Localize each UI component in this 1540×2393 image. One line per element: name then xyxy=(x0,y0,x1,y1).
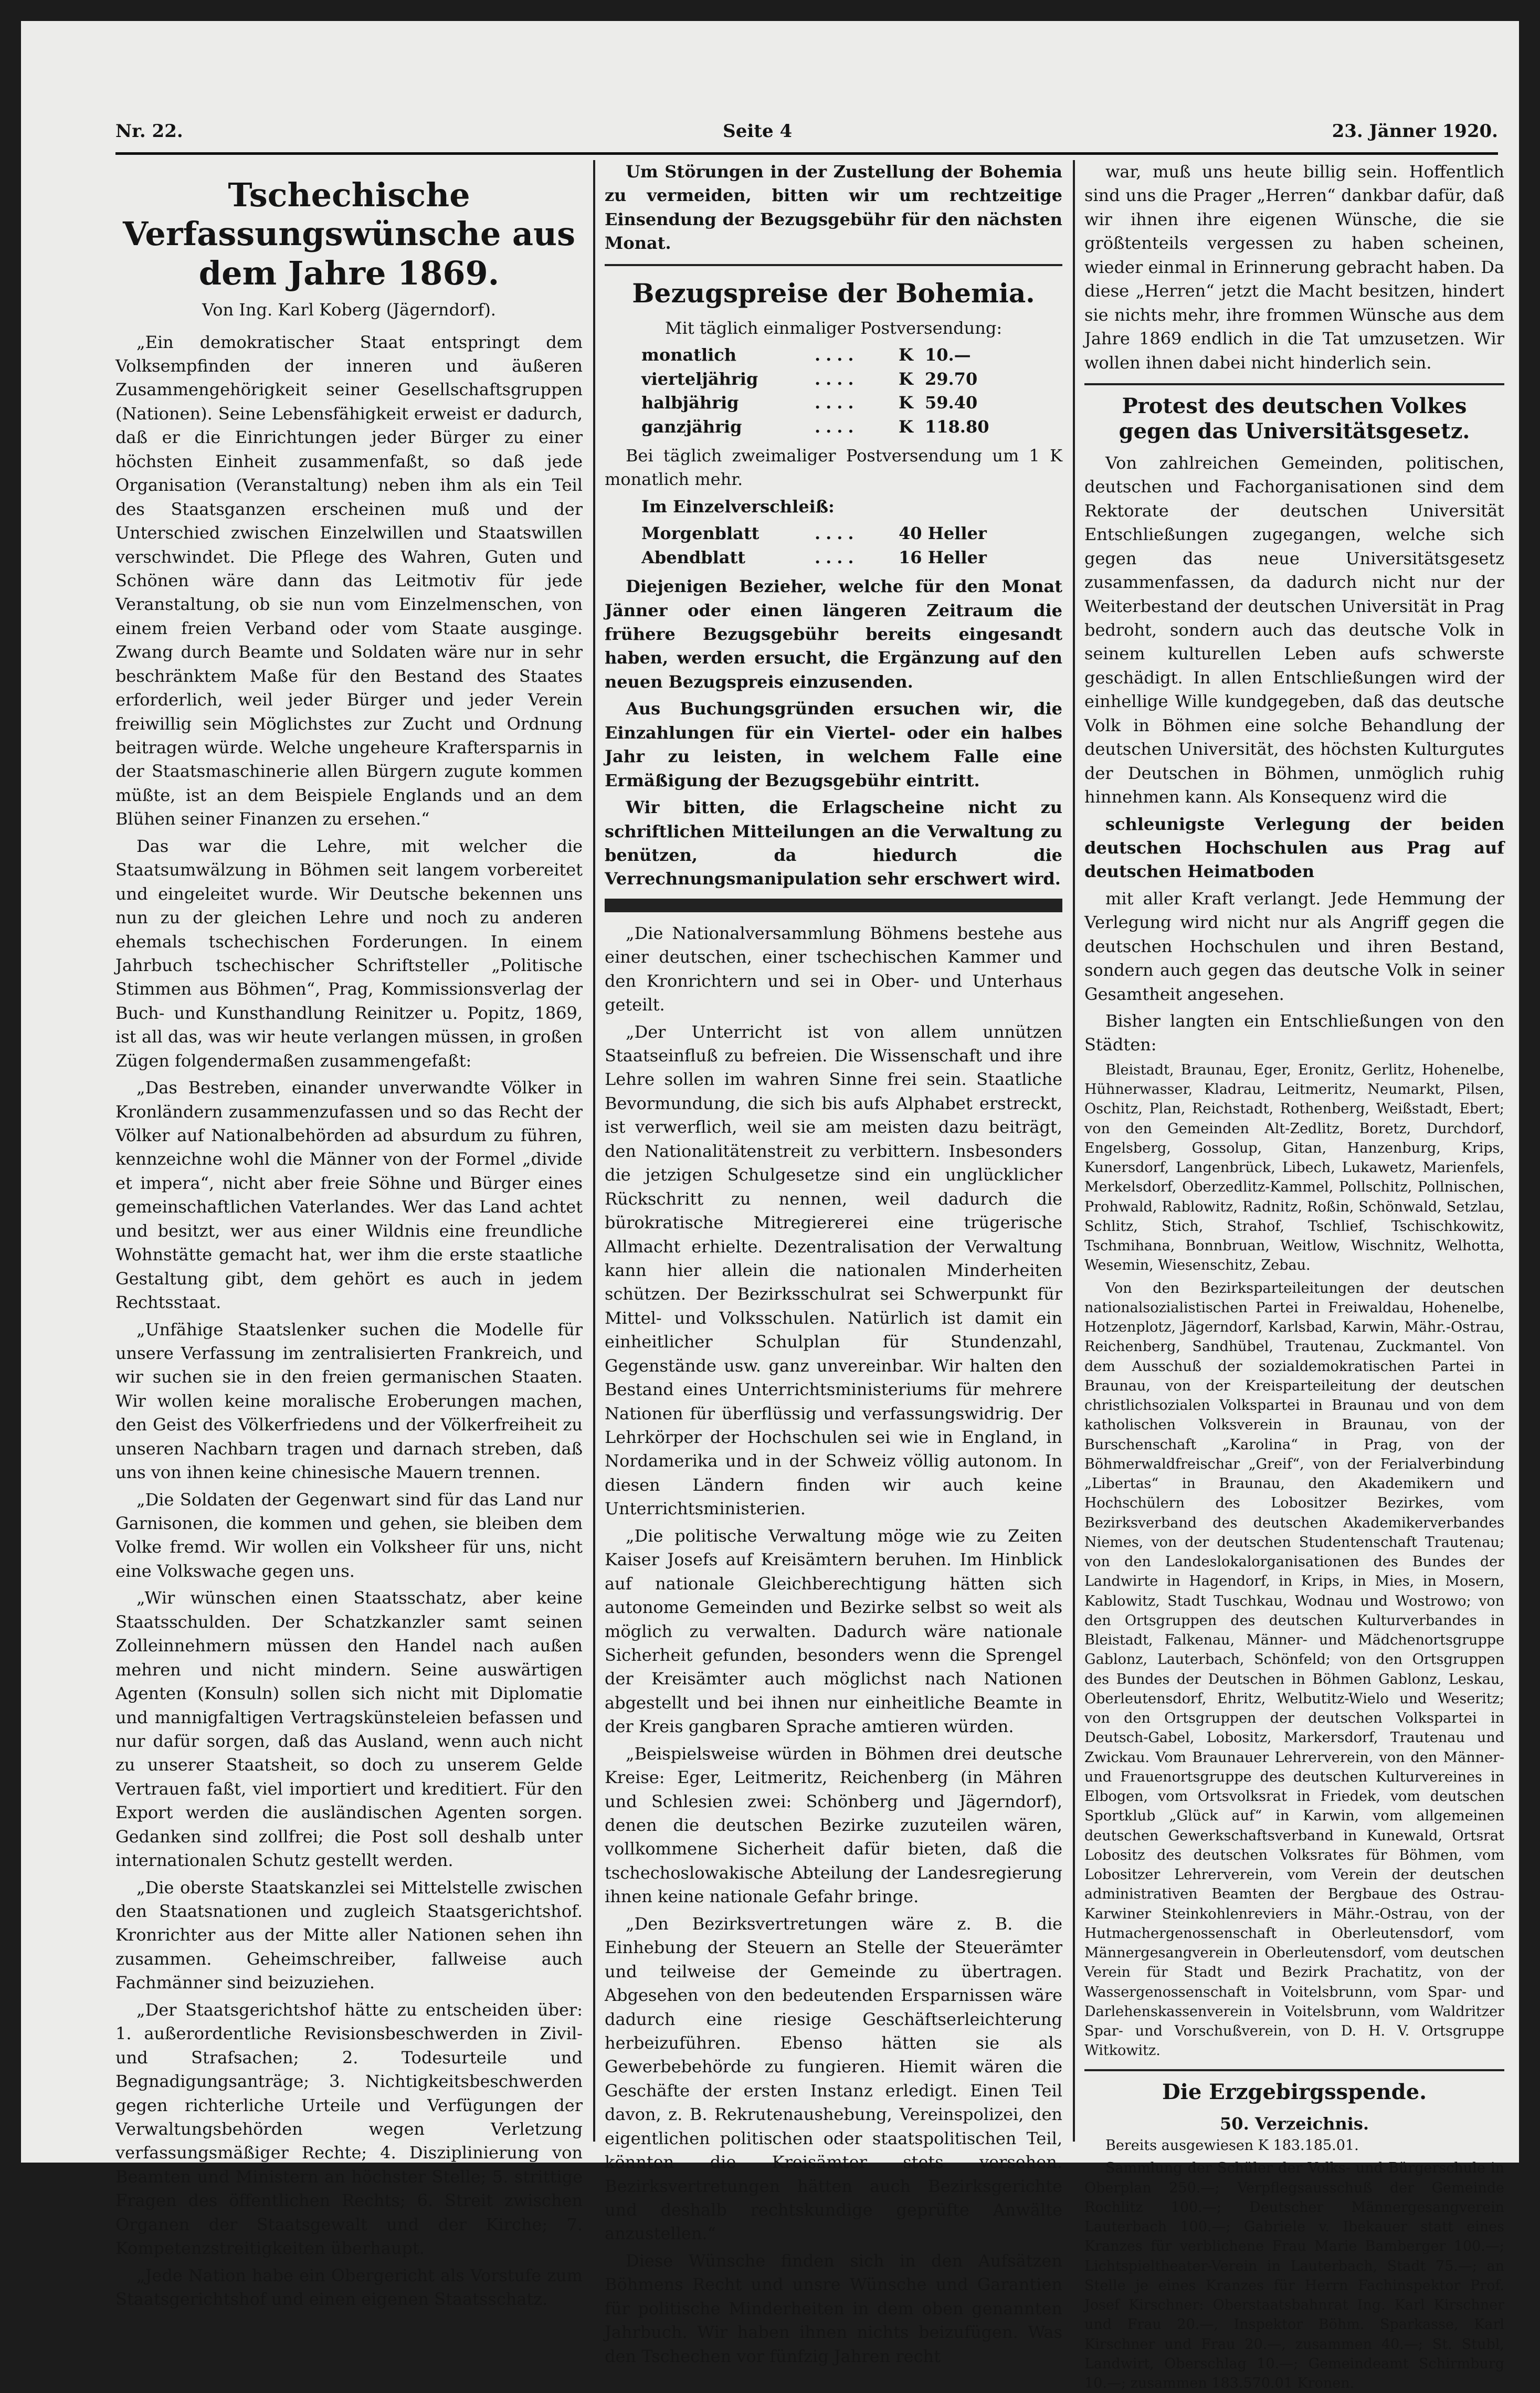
paragraph: „Den Bezirksvertretungen wäre z. B. die Einhebung der Steuern an Stelle der Steuerämter und teilweise der Gemeinde zu übertragen. Abgesehen von den bedeutenden Ersparnissen wäre dadurch eine riesige Geschäftserleichterung herbeizuführen. Ebenso hätten sie als Gewerbebehörde zu fungieren. Hiemit wären die Geschäfte der ersten Instanz erledigt. Einen Teil davon, z. B. Rekrutenaushebung, Vereinspolizei, den eigentlichen politischen oder staatspolitischen Teil, könnten die Kreisämter stets versehen. Bezirksvertretungen hätten auch Bezirksgerichte und deshalb rechtskundige geprüfte Anwälte anzustellen.“ xyxy=(605,1913,1062,2244)
paragraph: Bereits ausgewiesen K 183.185.01. xyxy=(1105,2137,1359,2154)
article-title: Tschechische Verfassungswünsche aus dem Jahre 1869. xyxy=(122,176,576,292)
section-rule xyxy=(1084,383,1504,385)
single-sale-value: 16 Heller xyxy=(899,547,987,567)
price-label: monatlich xyxy=(641,345,737,365)
paragraph: „Die politische Verwaltung möge wie zu Zeiten Kaiser Josefs auf Kreisämtern beruhen. Im Hinblick auf nationale Gleichberechtigung hätten sich autonome Gemeinden und Bezirke selbst so weit als möglich zu verwalten. Dadurch wäre nationale Sicherheit gefunden, besonders wenn die Sprengel der Kreisämter auch möglichst nach Nationen abgestellt und bei ihnen nur einheitliche Beamte in der Kreis gangbaren Sprache amtieren würden. xyxy=(605,1525,1062,1737)
subscriber-note: Wir bitten, die Erlagscheine nicht zu schriftlichen Mitteilungen an die Verwaltung zu benützen, da hiedurch die Verrechnungsmanipulation sehr erschwert wird. xyxy=(605,797,1062,889)
price-intro: Mit täglich einmaliger Postversendung: xyxy=(664,318,1003,338)
paragraph: Von zahlreichen Gemeinden, politischen, deutschen und Fachorganisationen sind dem Rektorate der deutschen Universität Entschließungen zugegangen, welche sich gegen das neue Universitätsgesetz zusammenfassen, da dadurch nicht nur der Weiterbestand der deutschen Universität in Prag bedroht, sondern auch das deutsche Volk in seinem kulturellen Leben aufs schwerste geschädigt. In allen Entschließungen wird der einhellige Wille kundgegeben, daß das deutsche Volk in Böhmen eine solche Behandlung der deutschen Universität, des höchsten Kulturgutes der Deutschen in Böhmen, unmöglich ruhig hinnehmen kann. Als Konsequenz wird die xyxy=(1084,452,1504,807)
subscriber-note: Aus Buchungsgründen ersuchen wir, die Einzahlungen für ein Viertel- oder ein halbes Jahr zu leisten, in welchem Falle eine Ermäßigung der Bezugsgebühr eintritt. xyxy=(605,699,1062,790)
price-label: ganzjährig xyxy=(641,416,742,437)
price-value: 118.80 xyxy=(925,416,989,437)
single-sale-table xyxy=(605,522,1062,570)
delivery-notice: Um Störungen in der Zustellung der Bohemia zu vermeiden, bitten wir um rechtzeitige Einsendung der Bezugsgebühr für den nächsten Monat. xyxy=(605,162,1062,254)
paragraph: „Die Soldaten der Gegenwart sind für das Land nur Garnisonen, die kommen und gehen, sie bleiben dem Volke fremd. Wir wollen ein Volksheer für uns, nicht eine Volkswache gegen uns. xyxy=(115,1489,583,1581)
paragraph: Bisher langten ein Entschließungen von den Städten: xyxy=(1084,1011,1504,1055)
single-sale-dots: .... xyxy=(815,523,859,544)
section-rule xyxy=(605,264,1062,266)
single-sale-row xyxy=(605,546,1062,570)
column-rule xyxy=(1073,160,1075,2142)
paragraph: war, muß uns heute billig sein. Hoffentlich sind uns die Prager „Herren“ dankbar dafür, daß wir ihnen ihre eigenen Wünsche, die sie größtenteils vergessen zu haben scheinen, wieder einmal in Erinnerung gebracht haben. Da diese „Herren“ jetzt die Macht besitzen, hindert sie nichts mehr, ihre frommen Wünsche aus dem Jahre 1869 endlich in die Tat umzusetzen. Wir wollen ihnen dabei nicht hinderlich sein. xyxy=(1084,162,1504,373)
column-1 xyxy=(115,160,583,2310)
column-rule xyxy=(593,160,595,2142)
price-currency: K xyxy=(899,345,913,365)
single-sale-label: Abendblatt xyxy=(641,547,746,567)
single-sale-row xyxy=(605,522,1062,545)
price-dots: .... xyxy=(815,393,859,413)
paragraph: Diese Wünsche finden sich in den Aufsätzen Böhmens Recht und unsre Wünsche und Garantien für politische Minderheiten in dem oben genannten Jahrbuch. Wir haben ihnen nichts beizufügen. Was den Tschechen vor fünfzig Jahren recht xyxy=(605,2250,1062,2366)
price-row xyxy=(605,367,1062,391)
paragraph: „Jede Nation habe ein Obergericht als Vorstufe zum Staatsgerichtshof und einen eigenen Staatsschatz. xyxy=(115,2265,583,2310)
price-table xyxy=(605,343,1062,439)
paragraph: Das war die Lehre, mit welcher die Staatsumwälzung in Böhmen seit langem vorbereitet und eingeleitet wurde. Wir Deutsche bekennen uns nun zu der gleichen Lehre und noch zu anderen ehemals tschechischen Forderungen. In einem Jahrbuch tschechischer Schriftsteller „Politische Stimmen aus Böhmen“, Prag, Kommissionsverlag der Buch- und Kunsthandlung Reinitzer u. Popitz, 1869, ist all das, was wir heute verlangen müssen, in großen Zügen folgendermaßen zusammengefaßt: xyxy=(115,836,583,1071)
paragraph: „Wir wünschen einen Staatsschatz, aber keine Staatsschulden. Der Schatzkanzler samt seinen Zolleinnehmern müssen den Handel nach außen mehren und nicht mindern. Seine auswärtigen Agenten (Konsuln) sollen sich nicht mit Diplomatie und mannigfaltigen Vertragskünsteleien befassen und nur dafür sorgen, daß das Ausland, wenn auch nicht zu unserer Staatsheit, so doch zu unserem Gelde Vertrauen faßt, viel importiert und kreditiert. Für den Export werden die ausländischen Agenten sorgen. Gedanken sind zollfrei; die Post soll deshalb unter internationalen Schutz gestellt werden. xyxy=(115,1588,583,1871)
issue-number: Nr. 22. xyxy=(115,121,183,142)
single-sale-value: 40 Heller xyxy=(899,523,987,544)
price-title: Bezugspreise der Bohemia. xyxy=(632,277,1035,309)
paragraph: „Beispielsweise würden in Böhmen drei deutsche Kreise: Eger, Leitmeritz, Reichenberg (in Mähren und Schlesien zwei: Schönberg und Jägerndorf), denen die deutschen Bezirke zuzuteilen wären, vollkommene Sicherheit dafür bieten, daß die tschechoslowakische Abteilung der Landesregierung ihnen keine nationale Gefahr bringe. xyxy=(605,1743,1062,1907)
section-rule xyxy=(1084,2069,1504,2071)
page-header xyxy=(115,113,1498,150)
paragraph: mit aller Kraft verlangt. Jede Hemmung der Verlegung wird nicht nur als Angriff gegen die deutschen Hochschulen und ihren Bestand, sondern auch gegen das deutsche Volk in seiner Gesamtheit angesehen. xyxy=(1084,888,1504,1004)
single-sale-label: Morgenblatt xyxy=(641,523,760,544)
paragraph: „Unfähige Staatslenker suchen die Modelle für unsere Verfassung im zentralisierten Frankreich, und wir suchen sie in den freien germanischen Staaten. Wir wollen keine moralische Eroberungen machen, den Geist des Völkerfriedens und der Völkerfreiheit zu unseren Nachbarn tragen und darnach streben, daß uns von ihnen keine chinesische Mauern trennen. xyxy=(115,1319,583,1483)
protest-title: Protest des deutschen Volkes gegen das Universitätsgesetz. xyxy=(1119,393,1470,444)
price-value: 29.70 xyxy=(925,368,978,389)
price-twice: Bei täglich zweimaliger Postversendung um 1 K monatlich mehr. xyxy=(605,445,1062,490)
price-row xyxy=(605,343,1062,367)
newspaper-page xyxy=(21,21,1519,2392)
single-sale-dots: .... xyxy=(815,547,859,567)
price-currency: K xyxy=(899,368,913,389)
subscriber-note: Diejenigen Bezieher, welche für den Monat Jänner oder einen längeren Zeitraum die frühere Bezugsgebühr bereits eingesandt haben, werden ersucht, die Ergänzung auf den neuen Bezugspreis einzusenden. xyxy=(605,576,1062,692)
section-bar xyxy=(605,899,1062,912)
single-sale-title: Im Einzelverschleiß: xyxy=(641,496,835,516)
article-byline: Von Ing. Karl Koberg (Jägerndorf). xyxy=(202,300,496,320)
paragraph: Sammlung der Schüler der Volks- und Bürgerschule in Oberplan 250.—; Verpflegsausschuß der Gemeinde Rochlitz 100.—; Deutscher Männergesangverein Lauterbach 100.—; Gabriele v. Ibekauer statt eines Kranzes für verblichene Frau Marie Bamberger 100.—; Lichtspieltheater-Verein in Lauterbach, Stadt 75.—; an Stelle je eines Kranzes für Herrn Fachinspektor Prof. Josef Kirschner: Oberstaatsbahnrat Ing. Karl Kirschner und Frau 20.—, Inspektor Böhm. Sparkasse, Karl Kirschner und Frau 20.—, zusammen 40.—; St. Stubl, Landwirt, Oberschlag 10.—; Gemeindeamt Schirmburg 10.—; zusammen 183.570.01 Kronen. xyxy=(1084,2160,1504,2392)
paragraph: „Die oberste Staatskanzlei sei Mittelstelle zwischen den Staatsnationen und zugleich Staatsgerichtshof. Kronrichter aus der Mitte aller Nationen sehen ihn zusammen. Geheimschreiber, fallweise auch Fachmänner sind beizuziehen. xyxy=(115,1877,583,1993)
paragraph: „Das Bestreben, einander unverwandte Völker in Kronländern zusammenzufassen und so das Recht der Völker auf Nationalbehörden ad absurdum zu führen, kennzeichne wohl die Männer von der Formel „divide et impera“, nicht aber freie Söhne und Bürger eines gemeinschaftlichen Vaterlandes. Wer das Land achtet und besitzt, wer aus einer Wildnis eine freundliche Wohnstätte gemacht hat, wer ihm die erste staatliche Gestaltung gibt, dem gehört es auch in jedem Rechtsstaat. xyxy=(115,1078,583,1313)
price-value: 59.40 xyxy=(925,393,978,413)
price-row xyxy=(605,415,1062,439)
paragraph: „Ein demokratischer Staat entspringt dem Volksempfinden der inneren und äußeren Zusammengehörigkeit seiner Gesellschaftsgruppen (Nationen). Seine Lebensfähigkeit erweist er dadurch, daß er die Einrichtungen jeder Bürger zu einer höchsten Einheit zusammenfaßt, so daß jede Organisation (Veranstaltung) neben ihm als ein Teil des Staatsganzen erscheinen muß und der Unterschied zwischen Einzelwillen und Staatswillen verschwindet. Die Pflege des Wahren, Guten und Schönen wäre dann das Leitmotiv für jede Veranstaltung, ob sie nun vom Einzelmenschen, von einem freien Verband oder vom Staate ausginge. Zwang durch Beamte und Soldaten wäre nur in sehr beschränktem Maße für den Bestand des Staates erforderlich, weil jeder Bürger und jeder Verein freiwillig sein Möglichstes zur Zucht und Ordnung beitragen würde. Welche ungeheure Kraftersparnis in der Staatsmaschinerie allen Bürgern zugute kommen müßte, ist an dem Beispiele Englands und an dem Blühen seiner Finanzen zu ersehen.“ xyxy=(115,332,583,829)
price-dots: .... xyxy=(815,416,859,437)
issue-date: 23. Jänner 1920. xyxy=(1332,121,1498,142)
spende-subtitle: 50. Verzeichnis. xyxy=(1220,2113,1369,2134)
paragraph: „Die Nationalversammlung Böhmens bestehe aus einer deutschen, einer tschechischen Kammer und den Kronrichtern und sei in Ober- und Unterhaus geteilt. xyxy=(605,923,1062,1015)
price-label: halbjährig xyxy=(641,393,739,413)
price-dots: .... xyxy=(815,345,859,365)
price-currency: K xyxy=(899,416,913,437)
paragraph: „Der Unterricht ist von allem unnützen Staatseinfluß zu befreien. Die Wissenschaft und ihre Lehre sollen im wahren Sinne frei sein. Staatliche Bevormundung, die sich bis aufs Alphabet erstreckt, ist verwerflich, weil sie am meisten dazu beiträgt, den Nationalitätenstreit zu verbittern. Insbesonders die jetzigen Schulgesetze sind ein unglücklicher Rückschritt zu nennen, weil dadurch die bürokratische Mitregiererei eine trügerische Allmacht erhielte. Dezentralisation der Verwaltung kann hier allein die nationalen Minderheiten schützen. Der Bezirksschulrat sei Schwerpunkt für Mittel- und Volksschulen. Natürlich ist damit ein einheitlicher Schulplan für Stundenzahl, Gegenstände usw. ganz unvereinbar. Wir halten den Bestand eines Unterrichtsministeriums für mehrere Nationen für überflüssig und verfassungswidrig. Der Lehrkörper der Hochschulen sei wie in England, in Nordamerika und in der Schweiz völlig autonom. In diesen Ländern finden wir auch keine Unterrichtsministerien. xyxy=(605,1021,1062,1519)
spende-title: Die Erzgebirgsspende. xyxy=(1162,2079,1427,2104)
header-rule xyxy=(115,152,1498,155)
price-row xyxy=(605,391,1062,415)
price-dots: .... xyxy=(815,368,859,389)
column-2 xyxy=(605,160,1062,2366)
price-value: 10.— xyxy=(925,345,971,365)
page-number: Seite 4 xyxy=(723,121,793,142)
price-label: vierteljährig xyxy=(641,368,758,389)
paragraph: Bleistadt, Braunau, Eger, Eronitz, Gerlitz, Hohenelbe, Hühnerwasser, Kladrau, Leitmeritz, Neumarkt, Pilsen, Oschitz, Plan, Reichstadt, Rothenberg, Weißstadt, Ebert; von den Gemeinden Alt-Zedlitz, Boretz, Durchdorf, Engelsberg, Gossolup, Gitan, Hanzenburg, Krips, Kunersdorf, Langenbrück, Libech, Lukawetz, Marienfels, Merkelsdorf, Oberzedlitz-Kammel, Pollschitz, Pollnischen, Prohwald, Rablowitz, Radnitz, Roßin, Schönwald, Setzlau, Schlitz, Stich, Strahof, Tschlief, Tschischkowitz, Tschmihana, Bonnbruan, Weitlow, Wischnitz, Welhotta, Wesemin, Wiesenschitz, Zebau. xyxy=(1084,1061,1504,1274)
paragraph: Von den Bezirksparteileitungen der deutschen nationalsozialistischen Partei in Freiwaldau, Hohenelbe, Hotzenplotz, Jägerndorf, Karlsbad, Karwin, Mähr.-Ostrau, Reichenberg, Sandhübel, Trautenau, Zuckmantel. Von dem Ausschuß der sozialdemokratischen Partei in Braunau, von der Kreisparteileitung der deutschen christlichsozialen Volkspartei in Braunau und von dem katholischen Volksverein in Braunau, von der Burschenschaft „Karolina“ in Prag, von der Böhmerwaldfreischar „Greif“, von der Ferialverbindung „Libertas“ in Braunau, den Akademikern und Hochschülern des Lobositzer Bezirkes, vom Bezirksverband des deutschen Akademikerverbandes Niemes, von der deutschen Studentenschaft Trautenau; von den Landeslokalorganisationen des Bundes der Landwirte in Hagendorf, in Krips, in Mies, in Mosern, Kablowitz, Stadt Tuschkau, Wodnau und Wostrowo; von den Ortsgruppen des deutschen Kulturverbandes in Bleistadt, Falkenau, Männer- und Mädchenortsgruppe Gablonz, Lauterbach, Schönfeld; von den Ortsgruppen des Bundes der Deutschen in Böhmen Gablonz, Leskau, Oberleutensdorf, Ehritz, Welbutitz-Wielo und Weseritz; von den Ortsgruppen der deutschen Volkspartei in Deutsch-Gabel, Lobositz, Markersdorf, Trautenau und Zwickau. Vom Braunauer Lehrerverein, von den Männer- und Frauenortsgruppe des deutschen Kulturvereines in Elbogen, vom Ortsvolksrat in Friedek, vom deutschen Sportklub „Glück auf“ in Karwin, vom allgemeinen deutschen Gewerkschaftsverband in Kunewald, Ortsrat Lobositz des deutschen Volksrates für Böhmen, vom Lobositzer Lehrerverein, vom Verein der deutschen administrativen Beamten der Bergbaue des Ostrau-Karwiner Steinkohlenreviers in Mähr.-Ostrau, von der Hutmachergenossenschaft in Oberleutensdorf, vom Männergesangverein in Oberleutensdorf, vom deutschen Verein für Stadt und Bezirk Prachatitz, von der Wassergenossenschaft in Voitelsbrunn, vom Spar- und Darlehenskassenverein in Voitelsbrunn, vom Waldritzer Spar- und Vorschußverein, von D. H. V. Ortsgruppe Witkowitz. xyxy=(1084,1280,1504,2059)
column-3 xyxy=(1084,160,1504,2392)
paragraph: „Der Staatsgerichtshof hätte zu entscheiden über: 1. außerordentliche Revisionsbeschwerden in Zivil- und Strafsachen; 2. Todesurteile und Begnadigungsanträge; 3. Nichtigkeitsbeschwerden gegen richterliche Urteile und Verfügungen der Verwaltungsbehörden wegen Verletzung verfassungsmäßiger Rechte; 4. Disziplinierung von Beamten und Ministern an höchster Stelle; 5. strittige Fragen des öffentlichen Rechts; 6. Streit zwischen Organen der Staatsgewalt und der Kirche; 7. Kompetenzstreitigkeiten überhaupt. xyxy=(115,1999,583,2259)
paragraph: schleunigste Verlegung der beiden deutschen Hochschulen aus Prag auf deutschen Heimatboden xyxy=(1084,814,1504,882)
price-currency: K xyxy=(899,393,913,413)
